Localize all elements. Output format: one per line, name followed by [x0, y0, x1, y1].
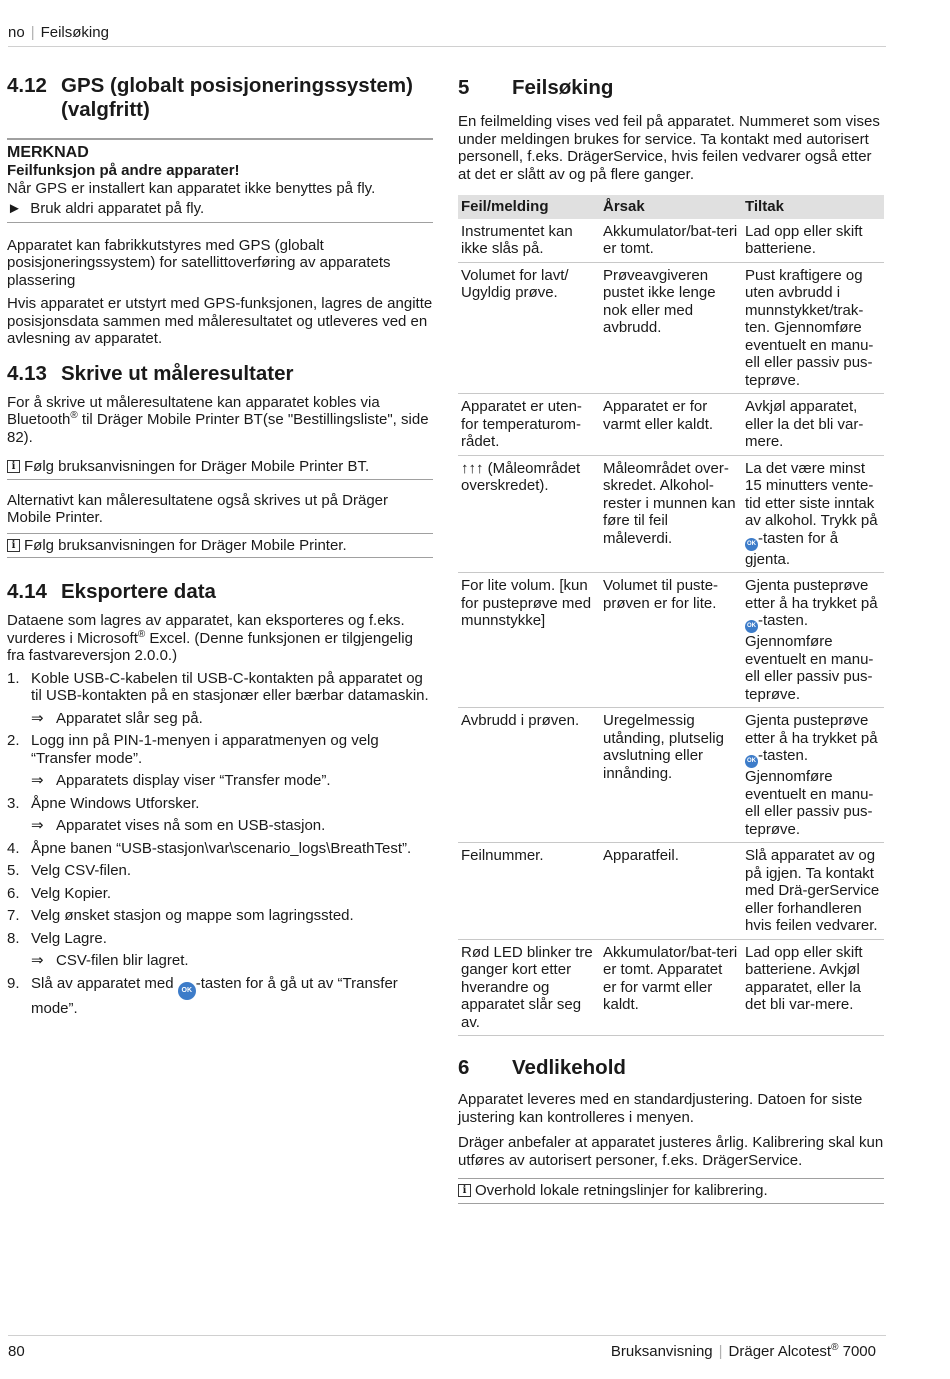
text-run: Excel. (Denne funksjonen er tilgjengelig fra fastvareversjon 2.0.0.): [7, 629, 413, 664]
footer-doc: Bruksanvisning: [610, 1343, 713, 1360]
step-text: Velg CSV-filen.: [31, 862, 132, 879]
table-row: [458, 708, 884, 843]
step-number: 2.: [7, 732, 20, 749]
result-arrow-icon: ⇒: [31, 952, 44, 969]
step-number: 1.: [7, 669, 20, 687]
info-note: [458, 1178, 884, 1204]
result-text: Apparatet vises nå som en USB-stasjon.: [56, 817, 326, 834]
cell-text: Slå apparatet av og på igjen. Ta kontakt med Drä-gerService eller forhandleren hvis feilen vedvarer.: [745, 847, 880, 934]
cell-text: Akkumulator/bat-teri er tomt.: [603, 222, 738, 257]
right-column: [458, 72, 884, 1216]
registered-mark: ®: [70, 410, 78, 421]
table-cell: [458, 843, 600, 940]
registered-mark: ®: [137, 628, 146, 640]
step-number: 4.: [7, 839, 20, 857]
section-title: Feilsøking: [512, 76, 614, 99]
paragraph: Hvis apparatet er utstyrt med GPS-funksjonen, lagres de angitte posisjonsdata sammen med måleresultatet og utleveres ved en avlesning av apparatet.: [7, 295, 433, 347]
list-item: [7, 795, 433, 813]
table-row: [458, 843, 884, 940]
step-number: 8.: [7, 929, 20, 947]
cell-text: For lite volum. [kun for pusteprøve med munnstykke]: [461, 577, 592, 629]
notice-text: Når GPS er installert kan apparatet ikke benyttes på fly.: [7, 179, 376, 197]
table-header-row: [458, 195, 884, 219]
step-text: Velg Kopier.: [31, 884, 112, 902]
cell-text: Uregelmessig utånding, plutselig avslutning eller innånding.: [603, 712, 724, 782]
section-title: GPS (globalt posisjoneringssystem) (valgfritt): [61, 74, 413, 121]
step-result: [31, 817, 433, 835]
table-cell: [600, 455, 742, 573]
notice-title: MERKNAD: [7, 144, 89, 161]
cell-text: -tasten. Gjennomføre eventuelt en manu-ell eller passiv pus-teprøve.: [745, 612, 874, 703]
cell-text: Rød LED blinker tre ganger kort etter hverandre og apparatet slår seg av.: [461, 943, 593, 1031]
ok-key-icon: OK: [745, 538, 758, 551]
table-cell: [600, 262, 742, 394]
column-header: Årsak: [600, 195, 742, 219]
table-row: [458, 219, 884, 263]
cell-text: Instrumentet kan ikke slås på.: [461, 222, 573, 257]
list-item: [7, 840, 433, 858]
notice-action: [7, 200, 433, 218]
table-cell: [458, 394, 600, 456]
paragraph: Alternativt kan måleresultatene også skrives ut på Dräger Mobile Printer.: [7, 491, 389, 526]
paragraph: En feilmelding vises ved feil på apparatet. Nummeret som vises under meldingen brukes for service. Ta kontakt med autorisert personell, f.eks. DrägerService, hvis feilen vedvarer også etter at det er slått av og på flere ganger.: [458, 113, 880, 183]
info-text: Overhold lokale retningslinjer for kalibrering.: [475, 1182, 768, 1199]
step-text: Koble USB-C-kabelen til USB-C-kontakten på apparatet og til USB-kontakten på en stasjonær eller bærbar datamaskin.: [31, 669, 429, 704]
info-text: Følg bruksanvisningen for Dräger Mobile Printer.: [24, 536, 347, 554]
section-number: 4.12: [7, 74, 47, 97]
cell-text: La det være minst 15 minutters vente-tid etter siste inntak av alkohol. Trykk på: [745, 459, 878, 529]
cell-text: Avkjøl apparatet, eller la det bli var-mere.: [745, 398, 864, 450]
ok-key-icon: OK: [178, 982, 196, 1000]
list-item: [7, 670, 433, 705]
cell-text: Gjenta pusteprøve etter å ha trykket på: [745, 712, 878, 747]
list-item: [7, 885, 433, 903]
table-body: [458, 219, 884, 1036]
notice-box: [7, 138, 433, 223]
page-footer: [8, 1335, 886, 1361]
header-section: Feilsøking: [40, 24, 109, 41]
header-lang: no: [8, 24, 25, 41]
table-cell: [742, 708, 884, 843]
section-6-heading: [458, 1056, 884, 1080]
left-column: [7, 72, 433, 1022]
cell-text: Volumet til puste-prøven er for lite.: [603, 577, 719, 612]
paragraph: Apparatet leveres med en standardjustering. Datoen for siste justering kan kontrolleres i menyen.: [458, 1091, 863, 1126]
table-cell: [600, 219, 742, 263]
text-run: til Dräger Mobile Printer BT(se "Bestillingsliste", side 82).: [7, 411, 429, 446]
step-list: [7, 670, 433, 1018]
result-arrow-icon: ⇒: [31, 709, 44, 727]
cell-text: Avbrudd i prøven.: [461, 712, 580, 729]
footer-product: Dräger Alcotest: [728, 1343, 832, 1360]
page-header: [8, 24, 886, 47]
section-4-12-heading: [7, 74, 433, 122]
step-text: Logg inn på PIN-1-menyen i apparatmenyen og velg “Transfer mode”.: [31, 732, 379, 767]
info-icon: i: [7, 460, 20, 473]
column-header: Tiltak: [742, 195, 884, 219]
table-cell: [600, 394, 742, 456]
step-result: [31, 952, 433, 970]
step-text: Åpne Windows Utforsker.: [31, 794, 200, 812]
cell-text: -tasten. Gjennomføre eventuelt en manu-ell eller passiv pus-teprøve.: [745, 747, 874, 838]
table-row: [458, 573, 884, 708]
table-cell: [742, 394, 884, 456]
text-run: Slå av apparatet med: [31, 974, 178, 992]
result-arrow-icon: ⇒: [31, 817, 44, 834]
result-text: CSV-filen blir lagret.: [56, 952, 189, 969]
cell-text: ↑↑↑ (Måleområdet overskredet).: [461, 459, 581, 494]
column-header: Feil/melding: [458, 195, 600, 219]
text-run: For å skrive ut måleresultatene kan apparatet kobles via Bluetooth: [7, 393, 380, 428]
cell-text: Pust kraftigere og uten avbrudd i munnstykket/trak-ten. Gjennomføre eventuelt en manu-ell eller passiv pus-teprøve.: [745, 266, 874, 389]
table-cell: [742, 262, 884, 394]
step-text: [31, 975, 433, 1018]
header-separator: |: [30, 24, 35, 41]
cell-text: Gjenta pusteprøve etter å ha trykket på: [745, 577, 878, 612]
table-cell: [600, 573, 742, 708]
table-cell: [742, 573, 884, 708]
step-number: 7.: [7, 907, 20, 924]
notice-subtitle: Feilfunksjon på andre apparater!: [7, 162, 240, 179]
section-number: 5: [458, 76, 470, 99]
footer-separator: |: [718, 1343, 723, 1360]
cell-text: Volumet for lavt/ Ugyldig prøve.: [461, 266, 569, 301]
table-row: [458, 939, 884, 1036]
table-cell: [458, 708, 600, 843]
ok-key-icon: OK: [745, 620, 758, 633]
list-item: [7, 975, 433, 1018]
list-item: [7, 930, 433, 948]
info-icon: i: [458, 1184, 471, 1197]
info-note: [7, 533, 433, 559]
section-number: 4.14: [7, 580, 47, 603]
list-item: [7, 732, 433, 767]
result-text: Apparatet slår seg på.: [56, 709, 203, 727]
table-cell: [742, 939, 884, 1036]
section-title: Vedlikehold: [512, 1056, 626, 1079]
paragraph: Dräger anbefaler at apparatet justeres årlig. Kalibrering skal kun utføres av autorisert personer, f.eks. DrägerService.: [458, 1134, 884, 1169]
table-row: [458, 455, 884, 573]
table-cell: [742, 455, 884, 573]
section-4-14-heading: [7, 580, 433, 604]
paragraph: [7, 612, 433, 665]
cell-text: Apparatfeil.: [603, 847, 679, 864]
text-run: -tasten for å gå ut av “Transfer mode”.: [31, 974, 398, 1017]
table-cell: [600, 843, 742, 940]
section-5-heading: [458, 76, 884, 100]
cell-text: Feilnummer.: [461, 847, 544, 864]
section-4-13-heading: [7, 362, 433, 386]
footer-doc-info: [611, 1343, 876, 1361]
step-number: 6.: [7, 884, 20, 902]
step-number: 5.: [7, 862, 20, 879]
info-icon: i: [7, 539, 20, 552]
section-number: 4.13: [7, 361, 47, 385]
table-cell: [458, 219, 600, 263]
cell-text: -tasten for å gjenta.: [745, 529, 839, 568]
step-number: 9.: [7, 974, 20, 992]
notice-action-text: Bruk aldri apparatet på fly.: [30, 200, 205, 217]
cell-text: Lad opp eller skift batteriene.: [745, 222, 863, 257]
ok-key-icon: OK: [745, 755, 758, 768]
step-number: 3.: [7, 794, 20, 812]
table-cell: [742, 843, 884, 940]
step-text: Velg Lagre.: [31, 929, 107, 947]
table-cell: [458, 262, 600, 394]
action-triangle-icon: ►: [7, 200, 31, 217]
text-run: Dataene som lagres av apparatet, kan eksporteres og f.eks. vurderes i Microsoft: [7, 612, 405, 647]
table-cell: [458, 455, 600, 573]
paragraph: Apparatet kan fabrikkutstyres med GPS (globalt posisjoneringssystem) for satellittoverføring av apparatets plassering: [7, 236, 391, 289]
table-cell: [742, 219, 884, 263]
step-text: Åpne banen “USB-stasjon\var\scenario_logs\BreathTest”.: [31, 839, 412, 857]
page-number: 80: [8, 1343, 25, 1360]
table-cell: [600, 939, 742, 1036]
troubleshooting-table: [458, 195, 884, 1036]
table-cell: [600, 708, 742, 843]
paragraph: [7, 394, 433, 447]
cell-text: Apparatet er uten-for temperaturom-rådet.: [461, 398, 582, 450]
info-text: Følg bruksanvisningen for Dräger Mobile Printer BT.: [24, 458, 370, 475]
result-arrow-icon: ⇒: [31, 772, 44, 789]
registered-mark: ®: [831, 1342, 839, 1353]
section-number: 6: [458, 1056, 470, 1079]
step-text: Velg ønsket stasjon og mappe som lagringssted.: [31, 907, 354, 924]
cell-text: Prøveavgiveren pustet ikke lenge nok eller med avbrudd.: [603, 266, 716, 336]
cell-text: Lad opp eller skift batteriene. Avkjøl apparatet, eller la det bli var-mere.: [745, 943, 863, 1013]
table-row: [458, 394, 884, 456]
table-cell: [458, 573, 600, 708]
info-note: [7, 455, 433, 480]
cell-text: Måleområdet over-skredet. Alkohol-rester i munnen kan føre til feil måleverdi.: [603, 459, 736, 547]
result-text: Apparatets display viser “Transfer mode”.: [56, 772, 331, 789]
list-item: [7, 862, 433, 880]
section-title: Eksportere data: [61, 580, 216, 603]
list-item: [7, 907, 433, 925]
step-result: [31, 772, 433, 790]
footer-product-model: 7000: [838, 1343, 876, 1360]
cell-text: Akkumulator/bat-teri er tomt. Apparatet er for varmt eller kaldt.: [603, 943, 738, 1013]
table-row: [458, 262, 884, 394]
table-cell: [458, 939, 600, 1036]
section-title: Skrive ut måleresultater: [61, 361, 294, 385]
cell-text: Apparatet er for varmt eller kaldt.: [603, 398, 714, 433]
step-result: [31, 710, 433, 728]
